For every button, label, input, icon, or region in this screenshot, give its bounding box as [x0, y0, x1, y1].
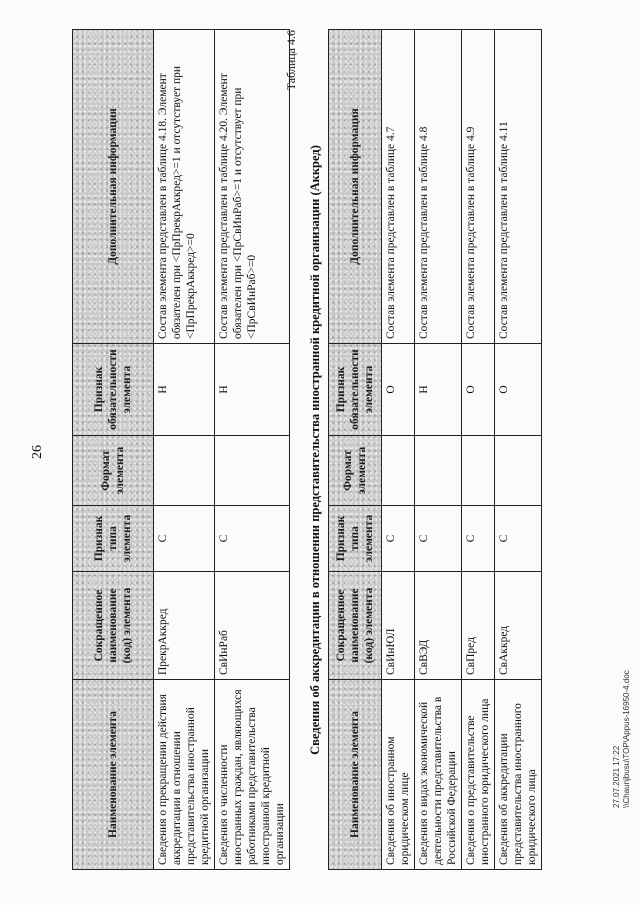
cell-code: СвВЭД	[415, 572, 462, 680]
header-element-name: Наименование элемента	[73, 680, 154, 870]
cell-type: С	[215, 506, 290, 572]
table-row	[382, 30, 415, 870]
header-extra-info: Дополнительная информация	[329, 30, 382, 344]
cell-type: С	[415, 506, 462, 572]
header-extra-info: Дополнительная информация	[73, 30, 154, 344]
table-header-row	[329, 30, 382, 870]
cell-code: СвИнРаб	[215, 572, 290, 680]
cell-code: СвИнЮЛ	[382, 572, 415, 680]
cell-required: О	[382, 344, 415, 436]
cell-name: Сведения о прекращении действия аккредитации в отношении представительства иностранной кредитной организации	[154, 680, 215, 870]
table-row	[415, 30, 462, 870]
cell-format	[154, 436, 215, 506]
cell-name: Сведения о представительстве иностранного юридического лица	[462, 680, 495, 870]
cell-name: Сведения об аккредитации представительства иностранного юридического лица	[495, 680, 542, 870]
header-element-name: Наименование элемента	[329, 680, 382, 870]
cell-info: Состав элемента представлен в таблице 4.8	[415, 30, 462, 344]
cell-format	[462, 436, 495, 506]
header-element-format: Формат элемента	[73, 436, 154, 506]
cell-format	[495, 436, 542, 506]
cell-type: С	[495, 506, 542, 572]
cell-format	[215, 436, 290, 506]
header-element-code: Сокращенное наименование (код) элемента	[329, 572, 382, 680]
cell-info: Состав элемента представлен в таблице 4.7	[382, 30, 415, 344]
cell-name: Сведения о численности иностранных граждан, являющихся работниками представительства иностранной кредитной организации	[215, 680, 290, 870]
cell-required: О	[462, 344, 495, 436]
table-title: Сведения об аккредитации в отношении представительства иностранной кредитной организации (Аккред)	[308, 145, 322, 755]
cell-required: Н	[415, 344, 462, 436]
cell-info: Состав элемента представлен в таблице 4.18. Элемент обязателен при <ПрПрекрАккред>=1 и отсутствует при <ПрПрекрАккред>=0	[154, 30, 215, 344]
rotated-content	[72, 30, 592, 870]
cell-type: С	[462, 506, 495, 572]
header-element-required: Признак обязательности элемента	[329, 344, 382, 436]
cell-code: ПрекрАккред	[154, 572, 215, 680]
table-accreditation	[328, 29, 542, 870]
footer-timestamp: 27.07.2021 17:22	[612, 745, 621, 808]
table-row	[154, 30, 215, 870]
cell-required: О	[495, 344, 542, 436]
cell-info: Состав элемента представлен в таблице 4.11	[495, 30, 542, 344]
header-element-code: Сокращенное наименование (код) элемента	[73, 572, 154, 680]
cell-format	[382, 436, 415, 506]
cell-name: Сведения об иностранном юридическом лице	[382, 680, 415, 870]
cell-required: Н	[215, 344, 290, 436]
cell-type: С	[154, 506, 215, 572]
header-element-type: Признак типа элемента	[329, 506, 382, 572]
footer-file-path: \\Chaunjbusu\TOP\Appus-16950-4.doc	[621, 670, 631, 808]
cell-name: Сведения о видах экономической деятельности представительства в Российской Федерации	[415, 680, 462, 870]
table-row	[462, 30, 495, 870]
table-row	[495, 30, 542, 870]
cell-info: Состав элемента представлен в таблице 4.9	[462, 30, 495, 344]
header-element-type: Признак типа элемента	[73, 506, 154, 572]
table-number: Таблица 4.6	[284, 30, 298, 91]
header-element-format: Формат элемента	[329, 436, 382, 506]
table-row	[215, 30, 290, 870]
table-continuation	[72, 29, 290, 870]
page-number: 26	[30, 445, 45, 459]
cell-code: СвАккред	[495, 572, 542, 680]
cell-info: Состав элемента представлен в таблице 4.20. Элемент обязателен при <ПрСвИнРаб>=1 и отсутствует при <ПрСвИнРаб>=0	[215, 30, 290, 344]
table-header-row	[73, 30, 154, 870]
cell-format	[415, 436, 462, 506]
cell-required: Н	[154, 344, 215, 436]
header-element-required: Признак обязательности элемента	[73, 344, 154, 436]
cell-type: С	[382, 506, 415, 572]
cell-code: СвПред	[462, 572, 495, 680]
